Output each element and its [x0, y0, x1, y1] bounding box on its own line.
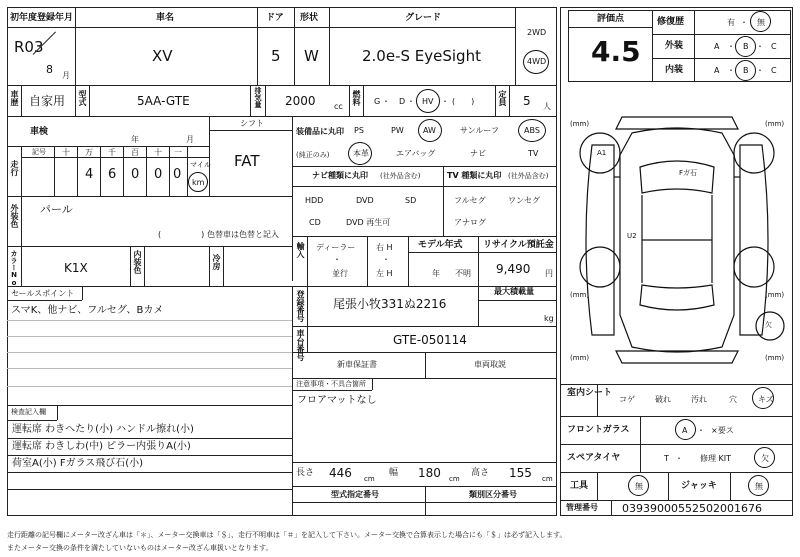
score-label: 評価点 — [597, 14, 625, 24]
circle-leather — [348, 142, 372, 165]
exterior-c: C — [771, 42, 777, 51]
equip-item: PS — [354, 126, 364, 135]
kg-unit: kg — [544, 314, 554, 323]
interior-color-label: 内装色 — [133, 250, 142, 274]
doors: 5 — [271, 47, 281, 65]
exterior-dot: ・ — [756, 42, 764, 51]
car-name: XV — [152, 47, 173, 65]
drive-2wd: 2WD — [527, 28, 547, 37]
recycle-unit: 円 — [545, 269, 553, 278]
import-dealer: ディーラー — [316, 243, 356, 252]
repair-yes: 有 — [727, 18, 735, 27]
spare-tire-label: スペアタイヤ — [567, 453, 621, 463]
damage-label-flaw: Fガ石 — [679, 169, 698, 177]
repair-label: 修復歴 — [657, 17, 685, 27]
fuel-dot-1: ・ — [382, 97, 390, 106]
navi-item: DVD — [356, 196, 374, 205]
management-value: 03939000552502001676 — [622, 502, 762, 515]
interior-c: C — [771, 66, 777, 75]
tv-item: アナログ — [454, 218, 486, 227]
model-year-value: 不明 — [455, 269, 471, 278]
mileage-digit: 0 — [173, 167, 182, 182]
repair-no: 無 — [757, 18, 765, 27]
recycle-label: リサイクル預託金 — [483, 240, 554, 250]
mm-mark: (mm) — [765, 120, 785, 128]
damage-label-a1: A1 — [597, 149, 607, 157]
footer-line-2: またメーター交換の条件を満たしていないものはメーター改ざん車扱いとなります。 — [7, 544, 273, 552]
max-load-label: 最大積載量 — [494, 287, 534, 296]
front-glass-x: ×要ス — [711, 426, 734, 435]
manual: 車両取説 — [474, 360, 506, 369]
mileage-digit: 0 — [131, 167, 140, 182]
circle-jack-none — [748, 475, 769, 496]
import-dot: ・ — [333, 255, 341, 264]
circle-tools-none — [628, 475, 649, 496]
model-label: 型式 — [78, 90, 87, 106]
name-label: 車名 — [156, 13, 175, 23]
circle-abs — [518, 119, 546, 142]
drive-4wd: 4WD — [527, 57, 547, 66]
equip-item: 本革 — [353, 149, 369, 158]
equip-item: TV — [528, 149, 539, 158]
month-unit: 月 — [62, 71, 70, 80]
mileage-header: 百 — [131, 148, 139, 157]
sales-label: セールスポイント — [11, 289, 75, 298]
fuel-paren: ( ) — [452, 97, 475, 106]
mile-label: マイル — [190, 161, 211, 169]
tv-item: ワンセグ — [508, 196, 540, 205]
recycle: 9,490 — [496, 262, 531, 276]
import-right-h: 右 H — [376, 243, 393, 252]
tv-label: TV 種類に丸印 — [447, 171, 502, 180]
sheet-item: キズ — [758, 395, 774, 404]
import-left-h: 左 H — [376, 269, 393, 278]
mileage-label: 走行 — [10, 160, 19, 176]
type-label: 型式指定番号 — [331, 490, 379, 499]
circle-aw — [418, 119, 442, 142]
tv-sub-label: (社外品含む) — [508, 172, 549, 180]
mileage-digit: 4 — [85, 167, 94, 182]
fuel-label: 燃料 — [352, 90, 361, 106]
inspector-line: 運転席 わきしわ(中) ピラー内張りA(小) — [12, 441, 191, 452]
spare-tire-dot: ・ — [675, 454, 683, 463]
grade: 2.0e-S EyeSight — [362, 47, 481, 65]
color-label: 外装色 — [10, 204, 19, 228]
capacity: 5 — [523, 94, 531, 108]
jack-label: ジャッキ — [681, 481, 717, 491]
front-glass-a: A — [682, 426, 688, 435]
width-label: 幅 — [389, 468, 399, 478]
year-label: 初年度登録年月 — [10, 13, 74, 23]
mileage-header: 十 — [154, 148, 162, 157]
front-glass-dot: ・ — [697, 426, 705, 435]
reg-year: R03 — [14, 38, 44, 56]
model: 5AA-GTE — [137, 94, 190, 108]
color-code-label: カラーNo. — [10, 250, 18, 295]
mm-mark: (mm) — [765, 291, 785, 299]
shape: W — [304, 47, 319, 65]
main-form — [7, 7, 557, 516]
spare-tire-none: 欠 — [761, 454, 769, 463]
tools-label: 工具 — [570, 481, 589, 491]
mileage-digit: 6 — [108, 167, 117, 182]
inspection-month-unit: 月 — [186, 135, 194, 144]
notes-text: フロアマットなし — [297, 395, 377, 406]
capacity-label: 定員 — [498, 90, 507, 106]
fuel-hv: HV — [422, 97, 434, 106]
equip-item: PW — [391, 126, 404, 135]
inspector-line: 荷室A(小) Fガラス飛び石(小) — [12, 458, 144, 469]
navi-sub-label: (社外品含む) — [380, 172, 421, 180]
width: 180 — [418, 466, 441, 480]
plate: 尾張小牧331ぬ2216 — [333, 297, 447, 311]
equip-item: エアバッグ — [396, 149, 436, 158]
management-label: 管理番号 — [566, 503, 598, 512]
sheet-item: コゲ — [619, 395, 635, 404]
mileage-header: 千 — [108, 148, 116, 157]
front-glass-label: フロントガラス — [567, 425, 630, 435]
navi-item: HDD — [305, 196, 324, 205]
equip-item: AW — [423, 126, 436, 135]
damage-label-missing: 欠 — [765, 321, 772, 329]
navi-item: CD — [309, 218, 321, 227]
equipment-sub-label: (純正のみ) — [296, 151, 330, 159]
registration-label: 登録番号 — [296, 290, 305, 322]
circle-exterior-b — [735, 36, 756, 57]
sheet-item: 穴 — [729, 395, 737, 404]
usage-label: 車歴 — [10, 90, 19, 106]
length-unit: cm — [364, 475, 375, 483]
import-label: 輸入 — [296, 242, 305, 258]
equipment-label: 装備品に丸印 — [296, 127, 344, 136]
cc-unit: cc — [334, 102, 343, 111]
jack-none: 無 — [755, 482, 763, 491]
score-value: 4.5 — [591, 35, 641, 68]
color-value: パール — [40, 203, 73, 216]
inspection-label: 車検 — [30, 127, 49, 137]
sales-text: スマK、他ナビ、フルセグ、Bカメ — [11, 305, 164, 316]
exterior-b: B — [743, 42, 749, 51]
tv-item: フルセグ — [454, 196, 486, 205]
import-dot: ・ — [382, 255, 390, 264]
height-unit: cm — [542, 475, 553, 483]
mileage-header: 万 — [85, 148, 93, 157]
equip-item: サンルーフ — [460, 126, 499, 135]
mileage-header: 一 — [174, 148, 182, 157]
mm-mark: (mm) — [765, 354, 785, 362]
fuel-dot-3: ・ — [441, 97, 449, 106]
tools-none: 無 — [635, 482, 643, 491]
interior-sheet-label: 室内シート — [567, 388, 613, 398]
circle-4wd — [523, 50, 549, 74]
circle-sheet-scratch — [752, 387, 774, 409]
interior-a: A — [714, 66, 720, 75]
circle-hv — [416, 89, 440, 113]
mileage-digit: 0 — [154, 167, 163, 182]
length-label: 長さ — [296, 468, 315, 478]
warranty: 新車保証書 — [337, 360, 377, 369]
mm-mark: (mm) — [570, 291, 590, 299]
damage-label-u2: U2 — [627, 232, 637, 240]
shift: FAT — [234, 152, 260, 170]
interior-label: 内装 — [665, 65, 684, 75]
grade-label: グレード — [405, 13, 442, 23]
navi-item: SD — [405, 196, 417, 205]
exterior-a: A — [714, 42, 720, 51]
inspector-line: 運転席 わきへたり(小) ハンドル擦れ(小) — [12, 424, 194, 435]
footer-line-1: 走行距離の記号欄にメーター改ざん車は「＊」、メーター交換車は「＄」、走行不明車は「＃」を記入して下さい。メーター交換で合算表示した場合にも「＄」は必ず記入します。 — [7, 531, 567, 539]
inspection-year-unit: 年 — [131, 135, 139, 144]
height: 155 — [509, 466, 532, 480]
circle-repair-no — [750, 11, 771, 32]
equip-item: ナビ — [470, 149, 486, 158]
sheet-item: 破れ — [655, 395, 671, 404]
length: 446 — [329, 466, 352, 480]
shift-label: シフト — [240, 119, 264, 128]
height-label: 高さ — [471, 468, 490, 478]
circle-spare-none — [754, 447, 775, 468]
mileage-sign-label: 記号 — [32, 148, 46, 156]
reg-month: 8 — [46, 63, 53, 76]
notes-label: 注意事項・不具合箇所 — [296, 380, 366, 388]
ac-label: 冷房 — [212, 254, 221, 270]
color-paren: ( ) — [158, 230, 205, 239]
circle-km — [188, 172, 208, 192]
class-label: 類別区分番号 — [469, 490, 517, 499]
spare-tire-kit: 修理 KIT — [700, 454, 732, 463]
fuel-dot-2: ・ — [407, 97, 415, 106]
color-code: K1X — [64, 261, 88, 275]
displacement: 2000 — [285, 94, 316, 108]
mileage-header: 十 — [62, 148, 70, 157]
color-change-note: 色替車は色替と記入 — [207, 230, 279, 239]
navi-label: ナビ種類に丸印 — [312, 171, 368, 180]
navi-item: DVD 再生可 — [346, 218, 391, 227]
model-year-unit: 年 — [432, 269, 440, 278]
interior-dot: ・ — [727, 66, 735, 75]
displacement-label: 排気量 — [254, 87, 262, 108]
import-parallel: 並行 — [332, 269, 348, 278]
width-unit: cm — [449, 475, 460, 483]
usage: 自家用 — [29, 94, 66, 108]
km-label: km — [192, 178, 205, 187]
fuel-g: G — [374, 97, 381, 106]
fuel-d: D — [399, 97, 406, 106]
spare-tire-t: T — [664, 454, 669, 463]
model-year-label: モデル年式 — [418, 240, 463, 250]
interior-dot: ・ — [756, 66, 764, 75]
interior-b: B — [743, 66, 749, 75]
sheet-item: 汚れ — [691, 395, 707, 404]
mm-mark: (mm) — [570, 354, 590, 362]
capacity-unit: 人 — [543, 102, 551, 111]
mm-mark: (mm) — [570, 120, 590, 128]
frame-label: 車台番号 — [296, 329, 305, 361]
frame: GTE-050114 — [393, 333, 467, 347]
door-label: ドア — [266, 13, 284, 23]
shape-label: 形状 — [300, 13, 319, 23]
circle-interior-b — [735, 60, 756, 81]
repair-dot: ・ — [740, 18, 748, 27]
exterior-dot: ・ — [727, 42, 735, 51]
inspector-label: 検査記入欄 — [11, 408, 46, 416]
equip-item: ABS — [524, 126, 540, 135]
circle-front-glass-a — [675, 419, 696, 440]
exterior-label: 外装 — [665, 41, 684, 51]
